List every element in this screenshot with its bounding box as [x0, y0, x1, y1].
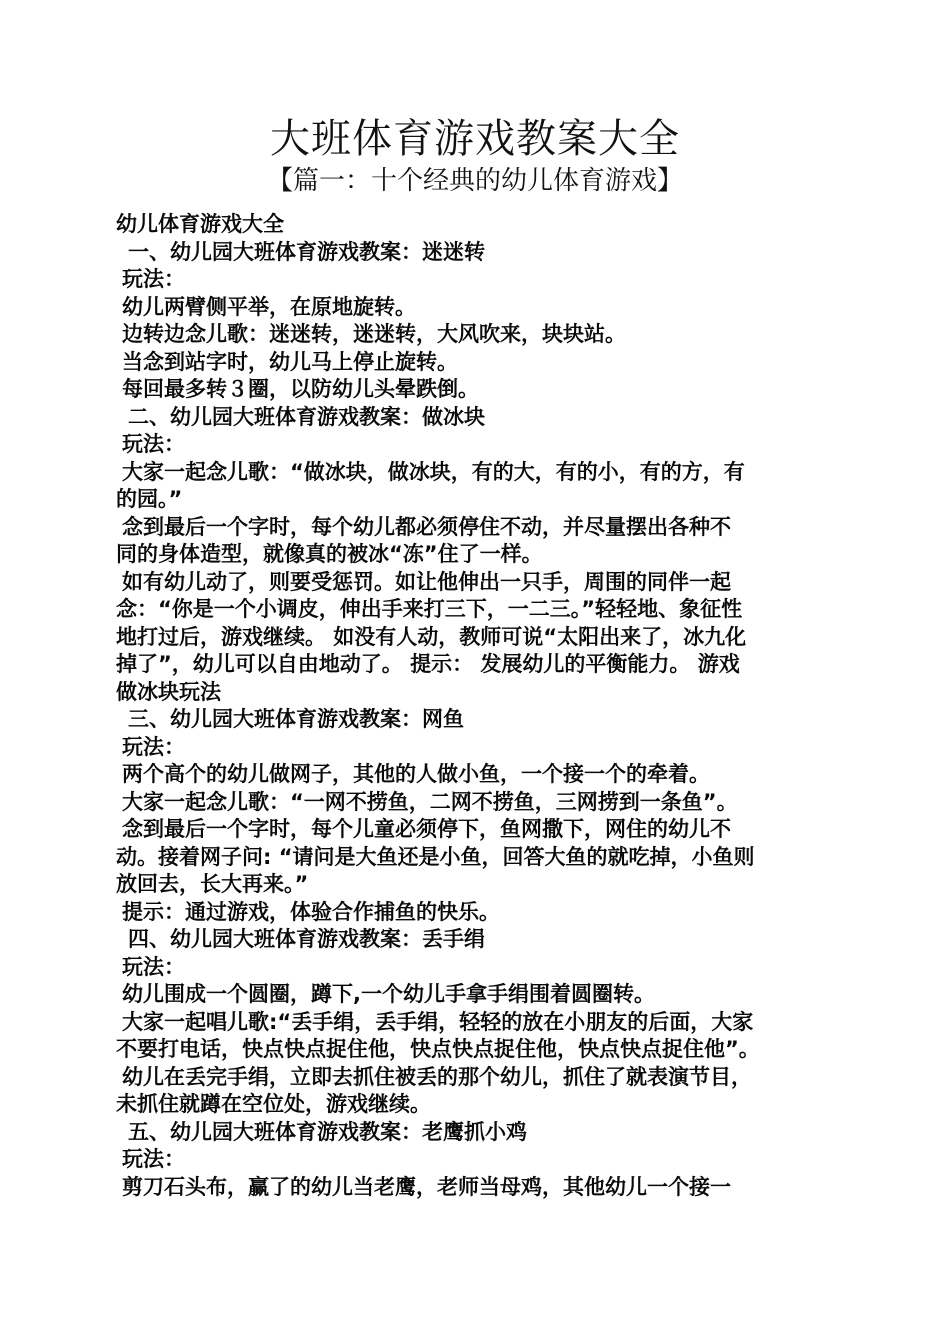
- text-line: 玩法：: [122, 734, 185, 759]
- text-line: 大家一起念儿歌：“做冰块，做冰块，有的大，有的小，有的方，有: [122, 459, 745, 484]
- document-body: [116, 211, 836, 1201]
- text-line: 玩法：: [122, 267, 185, 291]
- text-line: 每回最多转３圈，以防幼儿头晕跌倒。: [122, 377, 479, 401]
- text-line: 幼儿体育游戏大全: [116, 212, 284, 236]
- document-title: 大班体育游戏教案大全: [270, 116, 680, 162]
- text-line: 做冰块玩法: [116, 679, 221, 704]
- text-line: 幼儿围成一个圆圈，蹲下,一个幼儿手拿手绢围着圆圈转。: [122, 982, 655, 1006]
- text-line: 玩法：: [122, 954, 185, 979]
- document-subtitle: 【篇一：十个经典的幼儿体育游戏】: [266, 166, 683, 196]
- text-line: 掉了”，幼儿可以自由地动了。 提示： 发展幼儿的平衡能力。 游戏: [116, 652, 740, 676]
- text-line: 如有幼儿动了，则要受惩罚。如让他伸出一只手，周围的同伴一起: [122, 569, 731, 594]
- text-line: 同的身体造型，就像真的被冰“冻”住了一样。: [116, 542, 543, 566]
- text-line: 玩法：: [122, 1147, 185, 1171]
- text-line: 当念到站字时，幼儿马上停止旋转。: [122, 349, 458, 374]
- text-line: 放回去，长大再来。”: [116, 872, 309, 896]
- text-line: 大家一起唱儿歌:“丢手绢，丢手绢，轻轻的放在小朋友的后面，大家: [122, 1009, 754, 1034]
- text-line: 不要打电话，快点快点捉住他，快点快点捉住他，快点快点捉住他”。: [116, 1037, 760, 1061]
- text-line: 剪刀石头布，赢了的幼儿当老鹰，老师当母鸡，其他幼儿一个接一: [122, 1174, 731, 1199]
- text-line: 四、幼儿园大班体育游戏教案：丢手绢: [128, 927, 485, 951]
- text-line: 边转边念儿歌：迷迷转，迷迷转，大风吹来，块块站。: [122, 322, 626, 346]
- text-line: 三、幼儿园大班体育游戏教案：网鱼: [128, 707, 464, 731]
- text-line: 念：“你是一个小调皮，伸出手来打三下，一二三。”轻轻地、象征性: [116, 597, 743, 621]
- text-line: 幼儿在丢完手绢，立即去抓住被丢的那个幼儿，抓住了就表演节目，: [122, 1064, 752, 1089]
- text-line: 幼儿两臂侧平举，在原地旋转。: [122, 294, 416, 319]
- text-line: 五、幼儿园大班体育游戏教案：老鹰抓小鸡: [128, 1119, 527, 1144]
- text-line: 地打过后，游戏继续。 如没有人动，教师可说“太阳出来了，冰九化: [116, 624, 747, 649]
- text-line: 二、幼儿园大班体育游戏教案：做冰块: [128, 404, 485, 429]
- text-line: 玩法：: [122, 432, 185, 456]
- text-line: 大家一起念儿歌：“一网不捞鱼，二网不捞鱼，三网捞到一条鱼”。: [122, 789, 738, 814]
- text-line: 动。接着网子问: “请问是大鱼还是小鱼，回答大鱼的就吃掉，小鱼则: [116, 844, 755, 869]
- text-line: 念到最后一个字时，每个儿童必须停下，鱼网撒下，网住的幼儿不: [122, 817, 731, 841]
- text-line: 两个高个的幼儿做网子，其他的人做小鱼，一个接一个的牵着。: [122, 762, 710, 786]
- text-line: 一、幼儿园大班体育游戏教案：迷迷转: [128, 239, 485, 264]
- text-line: 念到最后一个字时，每个幼儿都必须停住不动，并尽量摆出各种不: [122, 514, 731, 539]
- text-line: 的园。”: [116, 487, 183, 511]
- text-line: 未抓住就蹲在空位处，游戏继续。: [116, 1092, 431, 1116]
- text-line: 提示：通过游戏，体验合作捕鱼的快乐。: [122, 899, 500, 924]
